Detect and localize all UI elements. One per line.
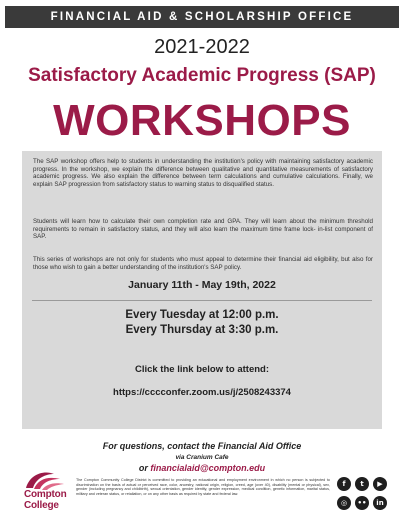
description-paragraph-2: Students will learn how to calculate their own completion rate and GPA. They will learn about the minimum threshold requirements to remain in satisfactory status, and they will also learn the maximum time frame lock- in-list component of SAP.: [33, 218, 373, 241]
description-paragraph-3: This series of workshops are not only for students who must appeal to determine their financial aid eligibility, but also for those who wish to gain a better understanding of the institution's SAP policy.: [33, 256, 373, 271]
social-icons: [337, 477, 389, 517]
divider: [32, 300, 372, 301]
linkedin-icon[interactable]: in: [373, 496, 387, 510]
flickr-icon[interactable]: ••: [355, 496, 369, 510]
description-paragraph-1: The SAP workshop offers help to students in understanding the institution's policy with maintaining satisfactory academic progress. In the workshop, we explain the difference between qualitative and quantitative measurements of satisfactory academic progress. We also explain the difference between term calculations and cumulative calculations. Finally, we explain SAP progression from satisfactory status to warning status to disqualified status.: [33, 158, 373, 188]
sap-subtitle: Satisfactory Academic Progress (SAP): [28, 65, 376, 86]
nondiscrimination-statement: The Compton Community College District is committed to providing an educational and employment environment in which no person is subjected to discrimination on the basis of actual or perceived race, color, ancestry, national origin, religion, creed, age (over 40), disability (mental or physical), sex, gender (including pregnancy and childbirth), sexual orientation, gender identity, gender expression, medical condition, genetic information, marital status, military and veteran status, or retaliation, or on any other basis as required by state and federal law.: [76, 478, 330, 496]
twitter-icon[interactable]: t: [355, 477, 369, 491]
zoom-link[interactable]: https://cccconfer.zoom.us/j/2508243374: [113, 387, 291, 398]
contact-line: For questions, contact the Financial Aid Office: [102, 441, 302, 451]
contact-email-link[interactable]: financialaid@compton.edu: [150, 463, 266, 473]
thursday-time: Every Thursday at 3:30 p.m.: [125, 324, 279, 336]
logo-text-college: College: [24, 500, 59, 511]
contact-via: via Cranium Cafe: [175, 454, 229, 461]
attend-instruction: Click the link below to attend:: [134, 364, 270, 375]
date-range: January 11th - May 19th, 2022: [128, 279, 276, 291]
compton-college-logo: [24, 468, 68, 516]
facebook-icon[interactable]: f: [337, 477, 351, 491]
youtube-icon[interactable]: ▶: [373, 477, 387, 491]
tuesday-time: Every Tuesday at 12:00 p.m.: [125, 309, 279, 321]
office-banner: FINANCIAL AID & SCHOLARSHIP OFFICE: [5, 6, 399, 28]
academic-year: 2021-2022: [154, 36, 250, 58]
logo-text-compton: Compton: [24, 489, 67, 500]
contact-or: or: [138, 463, 151, 473]
instagram-icon[interactable]: ◎: [337, 496, 351, 510]
workshops-heading: WORKSHOPS: [53, 96, 351, 145]
